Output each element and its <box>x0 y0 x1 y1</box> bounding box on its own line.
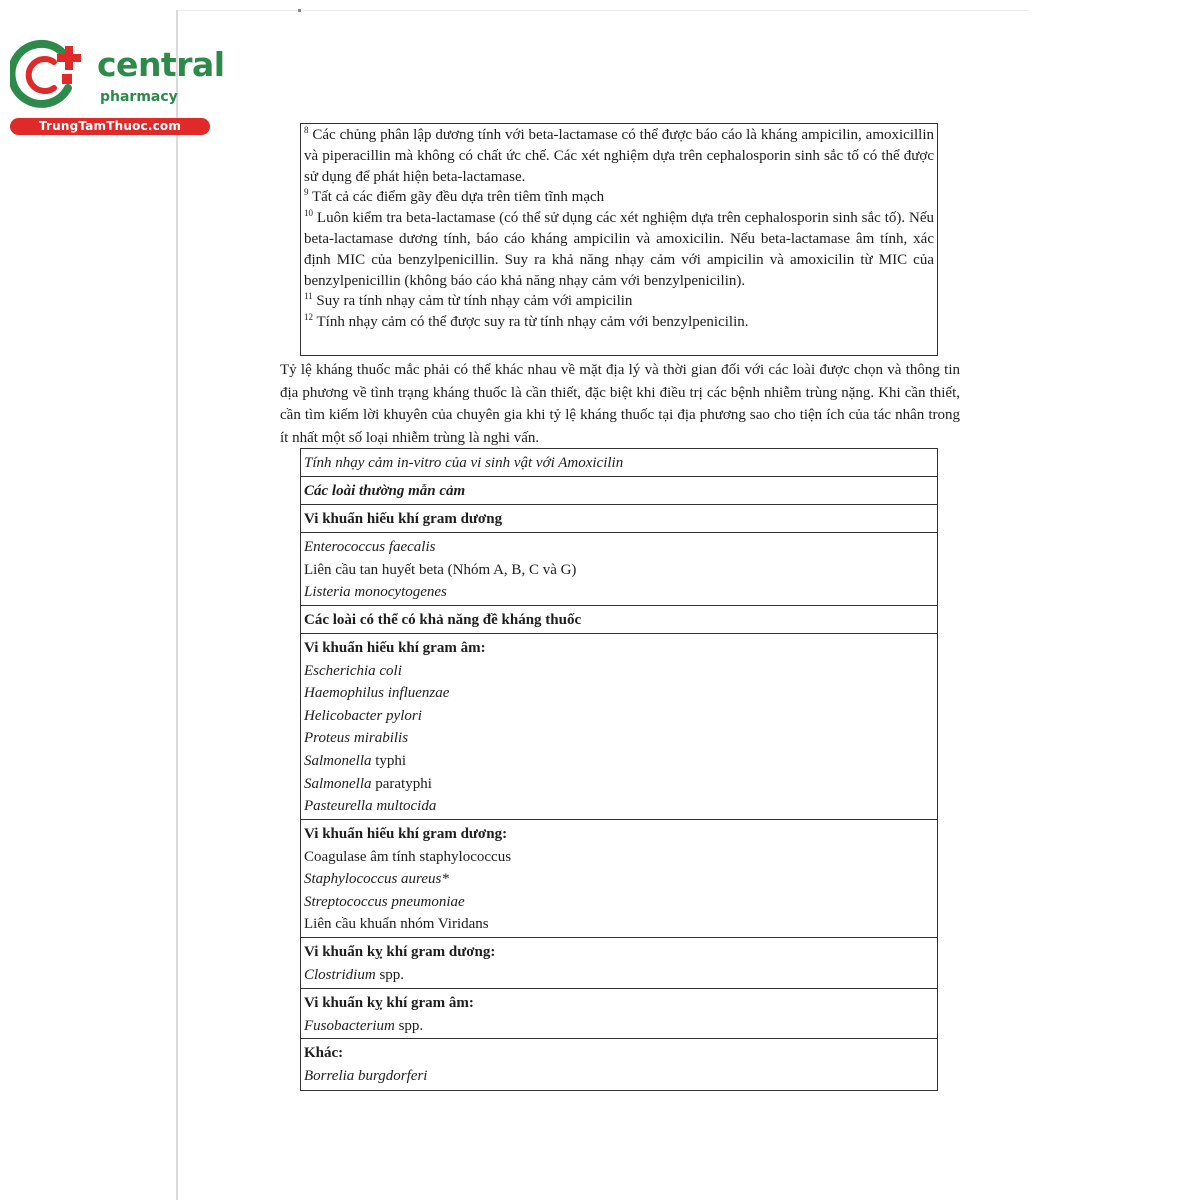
species-name <box>304 964 934 987</box>
table-title-row <box>301 449 937 477</box>
susceptibility-table <box>300 448 938 1091</box>
table-row <box>301 634 937 820</box>
species-name: Staphylococcus aureus* <box>304 871 449 888</box>
species-name: Streptococcus pneumoniae <box>304 893 465 910</box>
footnote-text: Tính nhạy cảm có thể được suy ra từ tính nhạy cảm với benzylpenicilin. <box>316 314 749 331</box>
species-name: Helicobacter pylori <box>304 707 422 724</box>
species-rest: typhi <box>371 752 407 769</box>
table-row <box>301 820 937 938</box>
species-name <box>304 773 934 796</box>
species-name: Borrelia burgdorferi <box>304 1067 428 1084</box>
resistance-paragraph: Tỷ lệ kháng thuốc mắc phải có thể khác nhau về mặt địa lý và thời gian đối với các loài được chọn và thông tin địa phương về tình trạng kháng thuốc là cần thiết, đặc biệt khi điều trị các bệnh nhiễm trùng nặng. Khi cần thiết, cần tìm kiếm lời khuyên của chuyên gia khi tỷ lệ kháng thuốc tại địa phương sao cho tiện ích của tác nhân trong ít nhất một số loại nhiễm trùng là nghi vấn. <box>280 362 960 446</box>
susceptible-heading: Các loài thường mẫn cảm <box>304 483 466 499</box>
gram-pos-aerobic-heading: Vi khuẩn hiếu khí gram dương <box>304 511 503 527</box>
gram-neg-aerobic-heading: Vi khuẩn hiếu khí gram âm: <box>304 640 486 656</box>
species-name: Liên cầu khuẩn nhóm Viridans <box>304 916 489 933</box>
species-rest: spp. <box>375 966 405 983</box>
footnote-number: 9 <box>304 187 309 198</box>
table-row <box>301 505 937 533</box>
footnote-number: 8 <box>304 125 309 135</box>
footnote-text: Tất cả các điểm gãy đều dựa trên tiêm tĩnh mạch <box>311 189 605 206</box>
species-name: Listeria monocytogenes <box>304 584 447 601</box>
other-heading: Khác: <box>304 1045 344 1061</box>
table-row <box>301 477 937 505</box>
resistance-heading: Các loài có thể có khả năng đề kháng thuốc <box>304 612 582 628</box>
footnote-11 <box>304 291 934 312</box>
species-name: Coagulase âm tính staphylococcus <box>304 848 512 865</box>
footnote-number: 12 <box>304 312 313 323</box>
gram-neg-anaerobic-heading: Vi khuẩn kỵ khí gram âm: <box>304 995 474 1011</box>
species-rest: paratyphi <box>371 775 432 792</box>
species-name: Liên cầu tan huyết beta (Nhóm A, B, C và G) <box>304 561 577 578</box>
page-top-edge <box>178 10 1028 11</box>
table-row <box>301 1039 937 1090</box>
species-name: Escherichia coli <box>304 662 402 679</box>
footnote-number: 11 <box>304 291 313 302</box>
footnote-number: 10 <box>304 208 313 219</box>
table-title: Tính nhạy cảm in-vitro của vi sinh vật với Amoxicilin <box>304 455 624 471</box>
species-name: Enterococcus faecalis <box>304 539 436 555</box>
gram-pos-aerobic-subheading: Vi khuẩn hiếu khí gram dương: <box>304 826 508 842</box>
scan-speck <box>298 9 301 12</box>
species-name: Proteus mirabilis <box>304 730 409 747</box>
species-rest: spp. <box>394 1017 424 1034</box>
species-genus: Clostridium <box>304 966 376 983</box>
page-left-edge <box>176 10 178 1200</box>
logo-brand-text: central <box>97 45 225 84</box>
species-name <box>304 1015 934 1038</box>
footnote-8 <box>304 125 934 187</box>
table-row <box>301 533 937 606</box>
table-row <box>301 938 937 989</box>
table-row <box>301 606 937 634</box>
species-name: Haemophilus influenzae <box>304 685 450 702</box>
table-row <box>301 989 937 1039</box>
species-genus: Salmonella <box>304 752 372 769</box>
species-name <box>304 750 934 773</box>
pharmacy-cross-icon <box>10 38 90 110</box>
footnote-text: Các chủng phân lập dương tính với beta-lactamase có thể được báo cáo là kháng ampicilin, amoxicillin và piperacillin mà không có chất ức chế. Các xét nghiệm dựa trên cephalosporin sinh sắc tố có thể được sử dụng để phát hiện beta-lactamase. <box>304 127 934 185</box>
footnote-text: Luôn kiểm tra beta-lactamase (có thể sử dụng các xét nghiệm dựa trên cephalosporin sinh sắc tố). Nếu beta-lactamase dương tính, báo cáo kháng ampicilin và amoxicilin. Nếu beta-lactamase âm tính, xác định MIC của benzylpenicillin. Suy ra khả năng nhạy cảm với ampicilin và amoxicilin từ MIC của benzylpenicillin (không báo cáo khả năng nhạy cảm với benzylpenicilin). <box>304 210 934 289</box>
logo-sub-text: pharmacy <box>100 89 178 105</box>
footnote-9 <box>304 187 934 208</box>
species-name: Pasteurella multocida <box>304 798 437 815</box>
species-genus: Fusobacterium <box>304 1017 395 1034</box>
central-pharmacy-logo[interactable] <box>10 38 225 138</box>
footnote-text: Suy ra tính nhạy cảm từ tính nhạy cảm với ampicilin <box>316 293 633 310</box>
footnotes-box <box>300 123 938 356</box>
logo-url-badge[interactable]: TrungTamThuoc.com <box>10 118 210 135</box>
gram-pos-anaerobic-heading: Vi khuẩn kỵ khí gram dương: <box>304 944 496 960</box>
footnote-10 <box>304 208 934 291</box>
footnote-12 <box>304 312 934 333</box>
species-genus: Salmonella <box>304 775 372 792</box>
